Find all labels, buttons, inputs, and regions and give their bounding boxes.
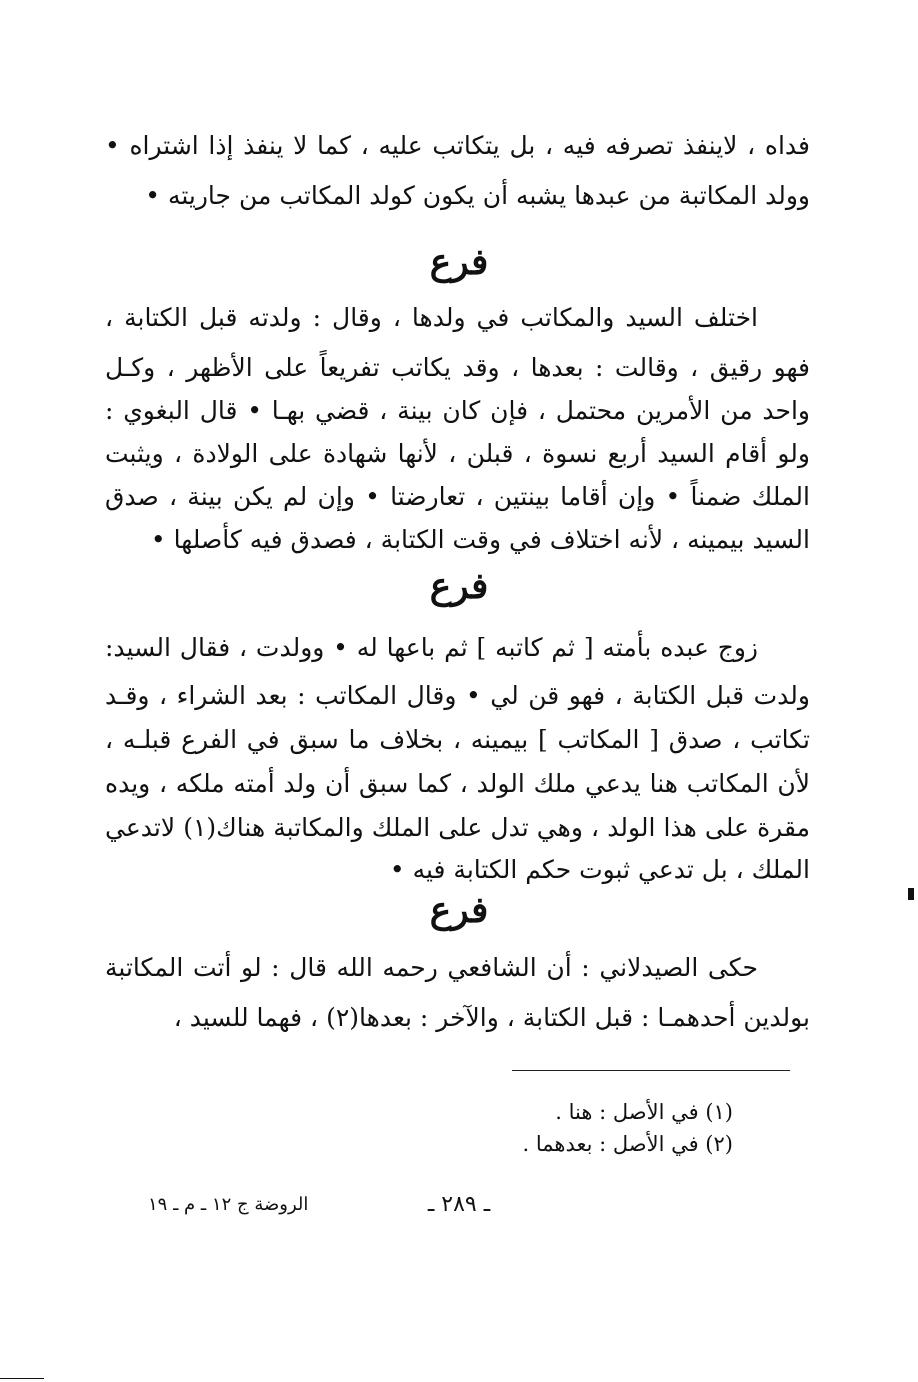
text-line: تكاتب ، صدق [ المكاتب ] بيمينه ، بخلاف ما سبق في الفرع قبلـه ،	[105, 725, 810, 754]
text-line: لأن المكاتب هنا يدعي ملك الولد ، كما سبق أن ولد أمته ملكه ، ويده	[105, 769, 810, 798]
text-line: واحد من الأمرين محتمل ، فإن كان بينة ، قضي بهـا • قال البغوي :	[105, 396, 810, 425]
text-line: ولدت قبل الكتابة ، فهو قن لي • وقال المكاتب : بعد الشراء ، وقـد	[105, 681, 810, 710]
text-line: اختلف السيد والمكاتب في ولدها ، وقال : ولدته قبل الكتابة ،	[105, 303, 758, 332]
text-line: الملك ، بل تدعي ثبوت حكم الكتابة فيه •	[389, 855, 810, 884]
text-line: ولو أقام السيد أربع نسوة ، قبلن ، لأنها شهادة على الولادة ، ويثبت	[105, 439, 810, 468]
section-heading: فرع	[429, 889, 489, 931]
text-line: زوج عبده بأمته [ ثم كاتبه ] ثم باعها له • وولدت ، فقال السيد:	[105, 633, 758, 662]
footnote: (١) في الأصل : هنا .	[555, 1100, 733, 1124]
text-line: مقرة على هذا الولد ، وهي تدل على الملك والمكاتبة هناك(١) لاتدعي	[105, 813, 810, 842]
text-line: فداه ، لاينفذ تصرفه فيه ، بل يتكاتب عليه ، كما لا ينفذ إذا اشتراه •	[105, 131, 810, 160]
section-heading: فرع	[429, 565, 489, 607]
text-line: فهو رقيق ، وقالت : بعدها ، وقد يكاتب تفريعاً على الأظهر ، وكـل	[105, 353, 810, 382]
text-line: حكى الصيدلاني : أن الشافعي رحمه الله قال : لو أتت المكاتبة	[105, 953, 758, 982]
signature-mark: الروضة ج ١٢ ـ م ـ ١٩	[148, 1194, 309, 1215]
text-line: وولد المكاتبة من عبدها يشبه أن يكون كولد المكاتب من جاريته •	[145, 181, 810, 210]
text-line: السيد بيمينه ، لأنه اختلاف في وقت الكتابة ، فصدق فيه كأصلها •	[150, 525, 810, 554]
page-number: ـ ٢٨٩ ـ	[427, 1192, 491, 1217]
scan-mark	[908, 888, 914, 900]
section-heading: فرع	[429, 241, 489, 283]
footnote-separator	[512, 1070, 790, 1071]
footnote: (٢) في الأصل : بعدهما .	[522, 1132, 733, 1156]
text-line: بولدين أحدهمـا : قبل الكتابة ، والآخر : بعدها(٢) ، فهما للسيد ،	[173, 1003, 810, 1032]
text-line: الملك ضمناً • وإن أقاما بينتين ، تعارضتا • وإن لم يكن بينة ، صدق	[105, 482, 810, 511]
scan-mark	[0, 1378, 44, 1379]
